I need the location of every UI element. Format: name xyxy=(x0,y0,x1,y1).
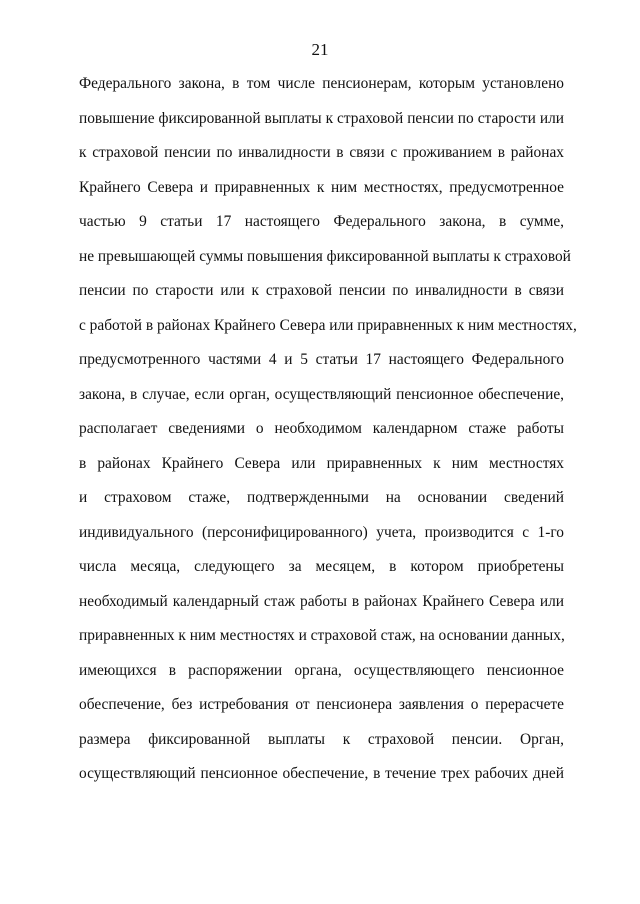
text-line: пенсии по старости или к страховой пенсии по инвалидности в связи xyxy=(79,282,564,299)
text-line: не превышающей суммы повышения фиксированной выплаты к страховой xyxy=(79,247,571,265)
text-line: размера фиксированной выплаты к страховой пенсии. Орган, xyxy=(79,730,564,748)
text-line: в районах Крайнего Севера или приравненных к ним местностях xyxy=(79,454,564,472)
text-line: необходимый календарный стаж работы в районах Крайнего Севера или xyxy=(79,592,564,610)
page-number: 21 xyxy=(311,40,329,59)
text-line: приравненных к ним местностях и страховой стаж, на основании данных, xyxy=(79,627,565,644)
body-text xyxy=(79,73,577,798)
text-line: обеспечение, без истребования от пенсионера заявления о перерасчете xyxy=(79,696,564,713)
text-line: частью 9 статьи 17 настоящего Федерального закона, в сумме, xyxy=(79,213,564,230)
text-line: располагает сведениями о необходимом календарном стаже работы xyxy=(79,420,564,437)
text-line: к страховой пенсии по инвалидности в связи с проживанием в районах xyxy=(79,144,564,161)
text-line: осуществляющий пенсионное обеспечение, в течение трех рабочих дней xyxy=(79,765,564,782)
text-line: Федерального закона, в том числе пенсионерам, которым установлено xyxy=(79,75,564,92)
text-line: и страховом стаже, подтвержденными на основании сведений xyxy=(79,489,564,506)
text-line: числа месяца, следующего за месяцем, в котором приобретены xyxy=(79,558,564,575)
text-line: закона, в случае, если орган, осуществляющий пенсионное обеспечение, xyxy=(79,385,564,403)
text-line: с работой в районах Крайнего Севера или приравненных к ним местностях, xyxy=(79,316,577,334)
text-line: имеющихся в распоряжении органа, осуществляющего пенсионное xyxy=(79,661,564,679)
text-line: предусмотренного частями 4 и 5 статьи 17 настоящего Федерального xyxy=(79,351,564,368)
text-line: Крайнего Севера и приравненных к ним местностях, предусмотренное xyxy=(79,178,564,196)
text-line: индивидуального (персонифицированного) учета, производится с 1-го xyxy=(79,523,564,541)
text-line: повышение фиксированной выплаты к страховой пенсии по старости или xyxy=(79,109,564,127)
